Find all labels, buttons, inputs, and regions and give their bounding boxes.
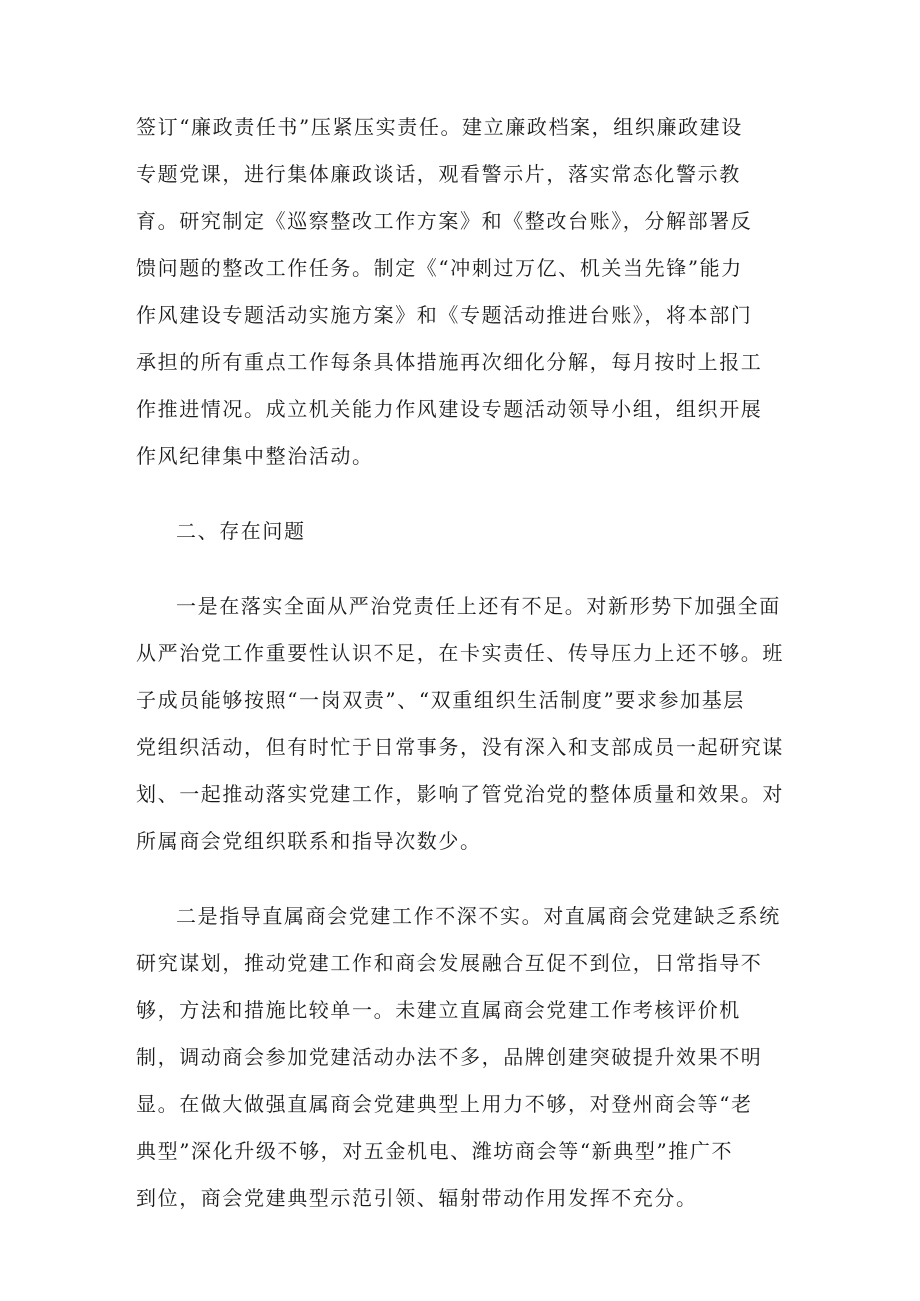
paragraph-line: 作风建设专题活动实施方案》和《专题活动推进台账》，将本部门 — [136, 303, 753, 327]
paragraph-line: 所属商会党组织联系和指导次数少。 — [136, 829, 482, 853]
paragraph-2 — [136, 583, 786, 865]
paragraph-line: 到位，商会党建典型示范引领、辐射带动作用发挥不充分。 — [136, 1186, 698, 1210]
paragraph-1 — [136, 104, 786, 480]
paragraph-line: 育。研究制定《巡察整改工作方案》和《整改台账》，分解部署反 — [136, 209, 753, 233]
paragraph-line: 典型”深化升级不够，对五金机电、潍坊商会等“新典型”推广不 — [136, 1139, 734, 1163]
paragraph-line: 制，调动商会参加党建活动办法不多，品牌创建突破提升效果不明 — [136, 1045, 763, 1069]
paragraph-line: 够，方法和措施比较单一。未建立直属商会党建工作考核评价机 — [136, 998, 741, 1022]
paragraph-line: 研究谋划，推动党建工作和商会发展融合互促不到位，日常指导不 — [136, 951, 763, 975]
paragraph-gap — [136, 865, 786, 893]
paragraph-line: 承担的所有重点工作每条具体措施再次细化分解，每月按时上报工 — [136, 350, 763, 374]
paragraph-line: 从严治党工作重要性认识不足，在卡实责任、传导压力上还不够。班 — [136, 641, 784, 665]
paragraph-line: 显。在做大做强直属商会党建典型上用力不够，对登州商会等“老 — [136, 1092, 753, 1116]
paragraph-line: 一是在落实全面从严治党责任上还有不足。对新形势下加强全面 — [176, 594, 781, 618]
paragraph-line: 子成员能够按照“一岗双责”、“双重组织生活制度”要求参加基层 — [136, 688, 745, 712]
paragraph-line: 作风纪律集中整治活动。 — [136, 444, 374, 468]
paragraph-line: 专题党课，进行集体廉政谈话，观看警示片，落实常态化警示教 — [136, 162, 741, 186]
document-body — [136, 104, 786, 1222]
paragraph-line: 馈问题的整改工作任务。制定《“冲刺过万亿、机关当先锋”能力 — [136, 256, 743, 280]
paragraph-gap — [136, 480, 786, 508]
paragraph-gap — [136, 555, 786, 583]
paragraph-line: 党组织活动，但有时忙于日常事务，没有深入和支部成员一起研究谋 — [136, 735, 784, 759]
paragraph-line: 二是指导直属商会党建工作不深不实。对直属商会党建缺乏系统 — [176, 904, 781, 928]
paragraph-3 — [136, 893, 786, 1222]
paragraph-line: 划、一起推动落实党建工作，影响了管党治党的整体质量和效果。对 — [136, 782, 784, 806]
paragraph-line: 签订“廉政责任书”压紧压实责任。建立廉政档案，组织廉政建设 — [136, 115, 743, 139]
paragraph-line: 作推进情况。成立机关能力作风建设专题活动领导小组，组织开展 — [136, 397, 763, 421]
section-heading: 二、存在问题 — [176, 519, 306, 543]
